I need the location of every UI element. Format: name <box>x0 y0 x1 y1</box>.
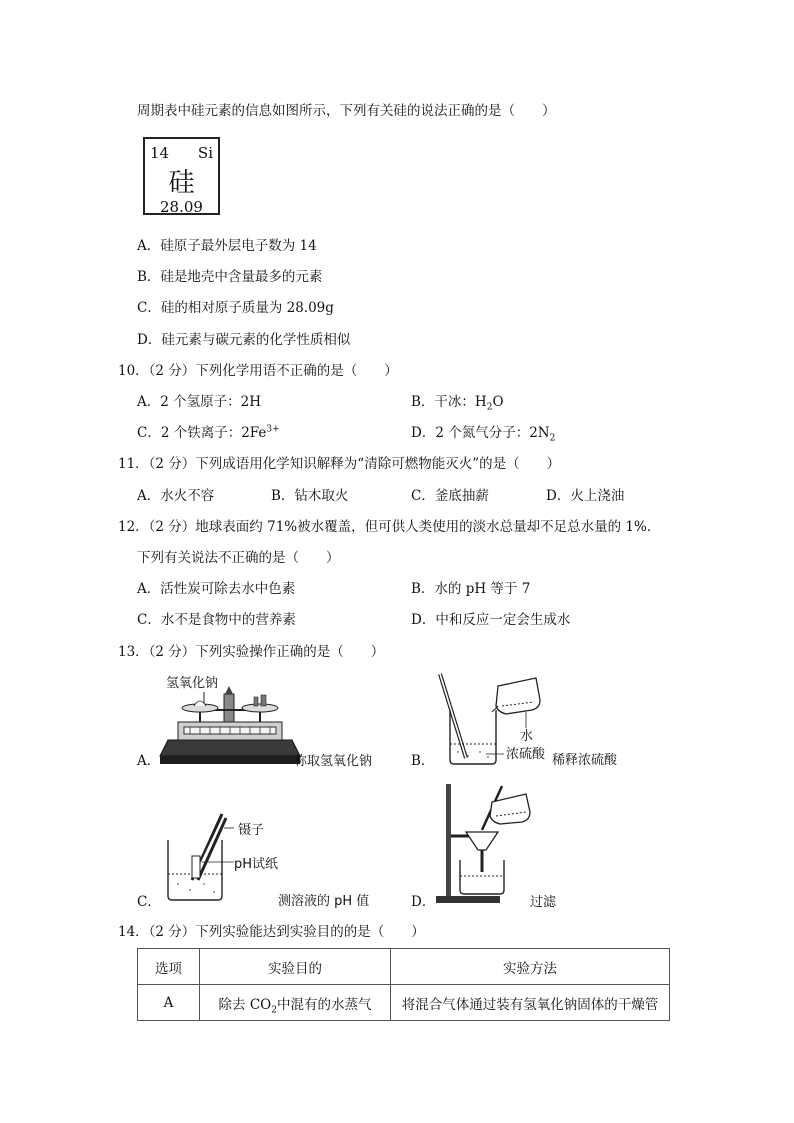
q14-stem: 14．（2 分）下列实验能达到实验目的的是（ ） <box>118 924 425 940</box>
q12-stem: 12．（2 分）地球表面约 71%被水覆盖，但可供人类使用的淡水总量却不足总水量的 1%． <box>118 519 661 535</box>
q12-option-b: B．水的 pH 等于 7 <box>411 581 531 597</box>
element-symbol: Si <box>197 144 213 162</box>
q10-c-text: C．2 个铁离子：2Fe <box>137 425 267 441</box>
q13-d-caption: 过滤 <box>530 895 557 910</box>
q9-stem: 周期表中硅元素的信息如图所示，下列有关硅的说法正确的是（ ） <box>137 103 556 119</box>
q13-c-tweezers-label: 镊子 <box>238 823 265 838</box>
atomic-number: 14 <box>150 144 170 162</box>
q13-b-caption: 稀释浓硫酸 <box>552 753 618 768</box>
q13-a-letter: A． <box>137 753 161 769</box>
filtration-illustration <box>432 780 542 910</box>
table-row <box>138 985 670 1021</box>
q13-d-letter: D． <box>411 894 436 910</box>
q12-option-a: A．活性炭可除去水中色素 <box>137 581 296 597</box>
q10-d-text: D．2 个氮气分子：2N <box>411 425 550 441</box>
table-cell-purpose <box>200 985 391 1021</box>
q9-option-d: D．硅元素与碳元素的化学性质相似 <box>137 332 351 348</box>
balance-illustration <box>160 680 300 770</box>
atomic-mass: 28.09 <box>160 198 203 216</box>
table-cell-method: 将混合气体通过装有氢氧化钠固体的干燥管 <box>391 985 670 1021</box>
q13-b-water-label: 水 <box>520 729 534 744</box>
q9-option-c: C．硅的相对原子质量为 28.09g <box>137 300 334 316</box>
q10-b-post: O <box>492 394 504 410</box>
q12-option-d: D．中和反应一定会生成水 <box>411 612 571 628</box>
q13-b-letter: B． <box>411 753 435 769</box>
table-cell-option: A <box>138 985 200 1021</box>
q11-option-b: B．钻木取火 <box>271 488 349 504</box>
q9-option-a: A．硅原子最外层电子数为 14 <box>137 238 317 254</box>
q13-a-top-label: 氢氧化钠 <box>166 676 219 691</box>
q11-option-a: A．水火不容 <box>137 488 215 504</box>
q11-option-d: D．火上浇油 <box>546 488 625 504</box>
q9-option-b: B．硅是地壳中含量最多的元素 <box>137 269 323 285</box>
table-header-option: 选项 <box>138 949 200 985</box>
q10-option-b <box>411 394 504 413</box>
q13-c-paper-label: pH试纸 <box>234 857 279 872</box>
purpose-text: 除去 CO <box>218 996 272 1013</box>
element-card <box>143 137 220 215</box>
q13-b-acid-label: 浓硫酸 <box>506 747 546 762</box>
q10-option-c <box>137 424 280 441</box>
q10-b-text: B．干冰：H <box>411 394 487 410</box>
table-header-purpose: 实验目的 <box>200 949 391 985</box>
table-header-method: 实验方法 <box>391 949 670 985</box>
q12-option-c: C．水不是食物中的营养素 <box>137 612 296 628</box>
q13-c-letter: C． <box>137 894 161 910</box>
q13-stem: 13．（2 分）下列实验操作正确的是（ ） <box>118 644 385 660</box>
q10-b-sub: 2 <box>486 402 493 413</box>
q10-option-d <box>411 425 556 444</box>
q10-d-sub: 2 <box>549 433 556 444</box>
q10-option-a: A．2 个氢原子：2H <box>137 394 261 410</box>
q10-c-sup: 3+ <box>266 424 280 435</box>
purpose-post: 中混有的水蒸气 <box>276 996 372 1013</box>
q11-stem: 11．（2 分）下列成语用化学知识解释为“清除可燃物能灭火”的是（ ） <box>118 456 561 472</box>
q13-c-caption: 测溶液的 pH 值 <box>278 894 370 909</box>
q13-a-caption: 称取氢氧化钠 <box>294 754 373 769</box>
element-name: 硅 <box>168 168 195 198</box>
table-header-row <box>138 949 670 985</box>
q12-stem-2: 下列有关说法不正确的是（ ） <box>137 550 340 566</box>
q14-table <box>137 948 670 1021</box>
purpose-sub: 2 <box>271 1005 277 1016</box>
ph-test-illustration <box>164 810 244 910</box>
q11-option-c: C．釜底抽薪 <box>411 488 489 504</box>
q10-stem: 10．（2 分）下列化学用语不正确的是（ ） <box>118 363 398 379</box>
